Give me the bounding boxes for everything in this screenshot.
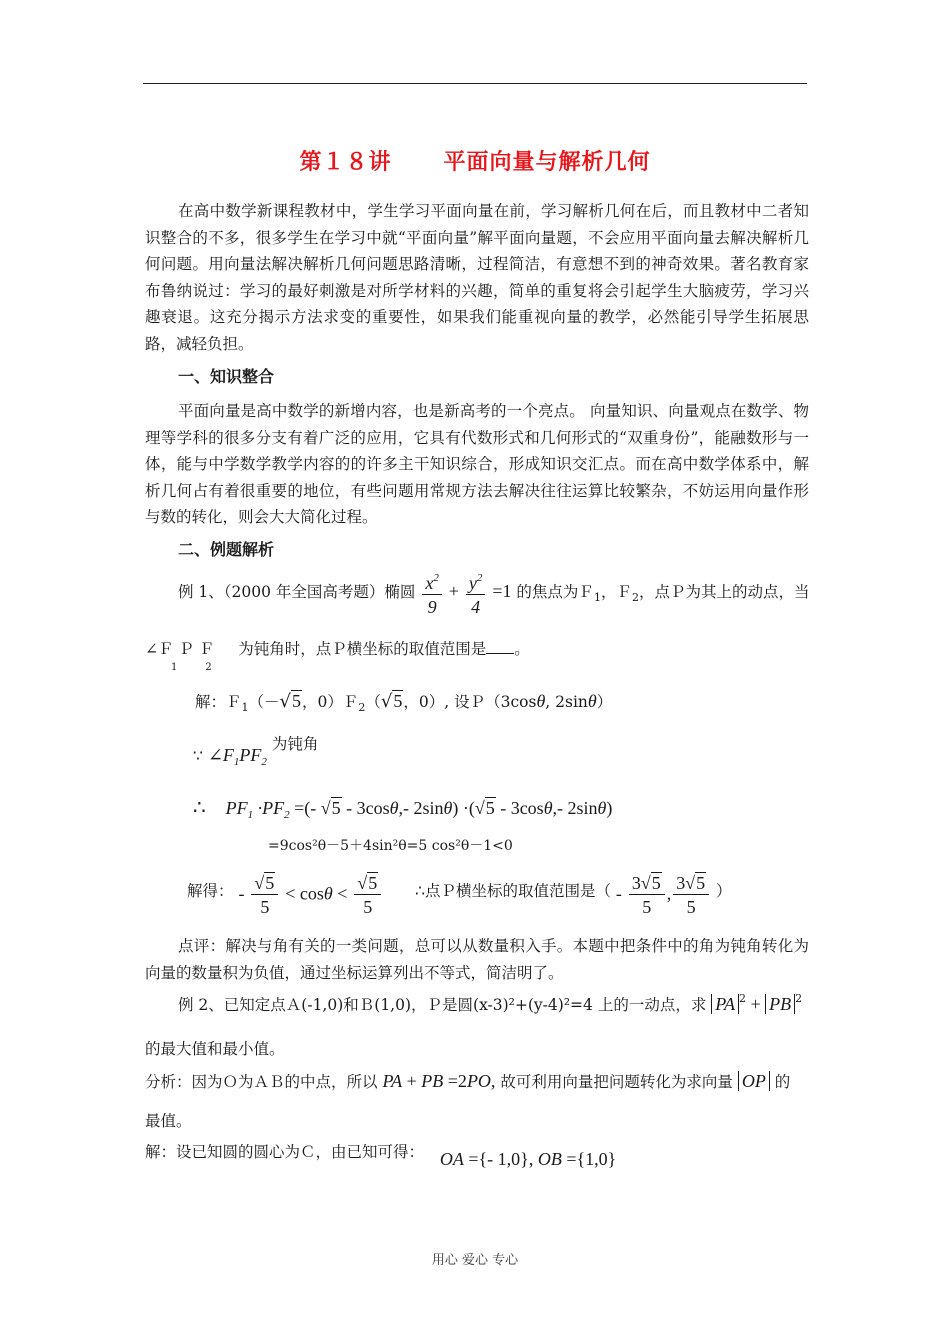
title-number: 第１８讲 [299,149,392,175]
intro-paragraph: 在高中数学新课程教材中，学生学习平面向量在前，学习解析几何在后，而且教材中二者知识整合的不多，很多学生在学习中就“平面向量”解平面向量题，不会应用平面向量去解决解析几何问题。用向量法解决解析几何问题思路清晰，过程简洁，有意想不到的神奇效果。著名教育家布鲁纳说过：学习的最好刺激是对所学材料的兴趣，简单的重复将会引起学生大脑疲劳，学习兴趣衰退。这充分揭示方法求变的重要性，如果我们能重视向量的教学，必然能引导学生拓展思路，减轻负担。 [145,202,809,353]
example1-condition: ∠Ｆ Ｐ Ｆ 为钝角时，点Ｐ横坐标的取值范围是 。 [145,640,530,658]
page-footer: 用心 爱心 专心 [431,1253,519,1268]
title-text: 平面向量与解析几何 [443,149,651,175]
example2-analysis-tail: 最值。 [145,1112,192,1130]
section2-heading: 二、例题解析 [178,540,275,559]
example2-statement: 例 2、已知定点Ａ(-1,0)和Ｂ(1,0)，Ｐ是圆(x-3)²+(y-4)²=4 上的一动点，求 PA $^2$ + PB $^2$ [178,992,803,1014]
example2-analysis: 分析：因为Ｏ为ＡＢ的中点，所以 PA + PB =2PO, 故可利用向量把问题转化为求向量 OP 的 [145,1071,791,1091]
example2-question: 的最大值和最小值。 [145,1040,285,1058]
section1-heading: 一、知识整合 [178,367,275,386]
therefore-line: ∴ $PF_1 \cdot PF_2$ =(- √5 - 3cosθ,- 2sinθ) ·(√5 - 3cosθ,- 2sinθ) [193,795,613,821]
fraction-x2-9: $\frac{x^2}{9}$ [422,567,442,619]
example1-statement: 例 1、（2000 年全国高考题）椭圆 $\frac{x^2}{9}$ + $\frac{y^2}{4}$ =1 的焦点为Ｆ$_1$，Ｆ$_2$，点Ｐ为其上的动点，当 [178,567,809,619]
angle-subscripts: 1 2 [171,662,212,673]
inequality-line: 解得： - $\frac{√5}{5}$ < cosθ < $\frac{√5}{5}$ ∴点Ｐ横坐标的取值范围是（ - $\frac{3√5}{5}$ , $\frac{3√5}{5}$ ） [187,873,732,917]
example1-solution-line: 解：Ｆ$_1$（－√5，0）Ｆ$_2$（√5，0）, 设Ｐ（3cosθ, 2sinθ） [195,691,613,714]
example1-comment: 点评：解决与角有关的一类问题，总可以从数量积入手。本题中把条件中的角为钝角转化为向量的数量积为负值，通过坐标运算列出不等式，简洁明了。 [145,937,809,982]
because-line: ∵ $\angle F_1PF_2$ 为钝角 [193,735,319,768]
answer-blank [486,639,514,654]
fraction-y2-4: $\frac{y^2}{4}$ [466,567,486,619]
calc-line: =9cos²θ－5＋4sin²θ=5 cos²θ－1<0 [268,838,513,854]
section1-paragraph: 平面向量是高中数学的新增内容，也是新高考的一个亮点。 向量知识、向量观点在数学、物理等学科的很多分支有着广泛的应用，它具有代数形式和几何形式的“双重身份”，能融数形与一体，能与中学数学教学内容的的许多主干知识综合，形成知识交汇点。而在高中数学体系中，解析几何占有着很重要的地位，有些问题用常规方法去解决往往运算比较繁杂，不妨运用向量作形与数的转化，则会大大简化过程。 [145,402,809,526]
example2-solution: 解：设已知圆的圆心为Ｃ，由已知可得： OA ={- 1,0}, OB ={1,0} [145,1143,617,1169]
header-rule [143,83,807,84]
lecture-title [0,145,950,176]
